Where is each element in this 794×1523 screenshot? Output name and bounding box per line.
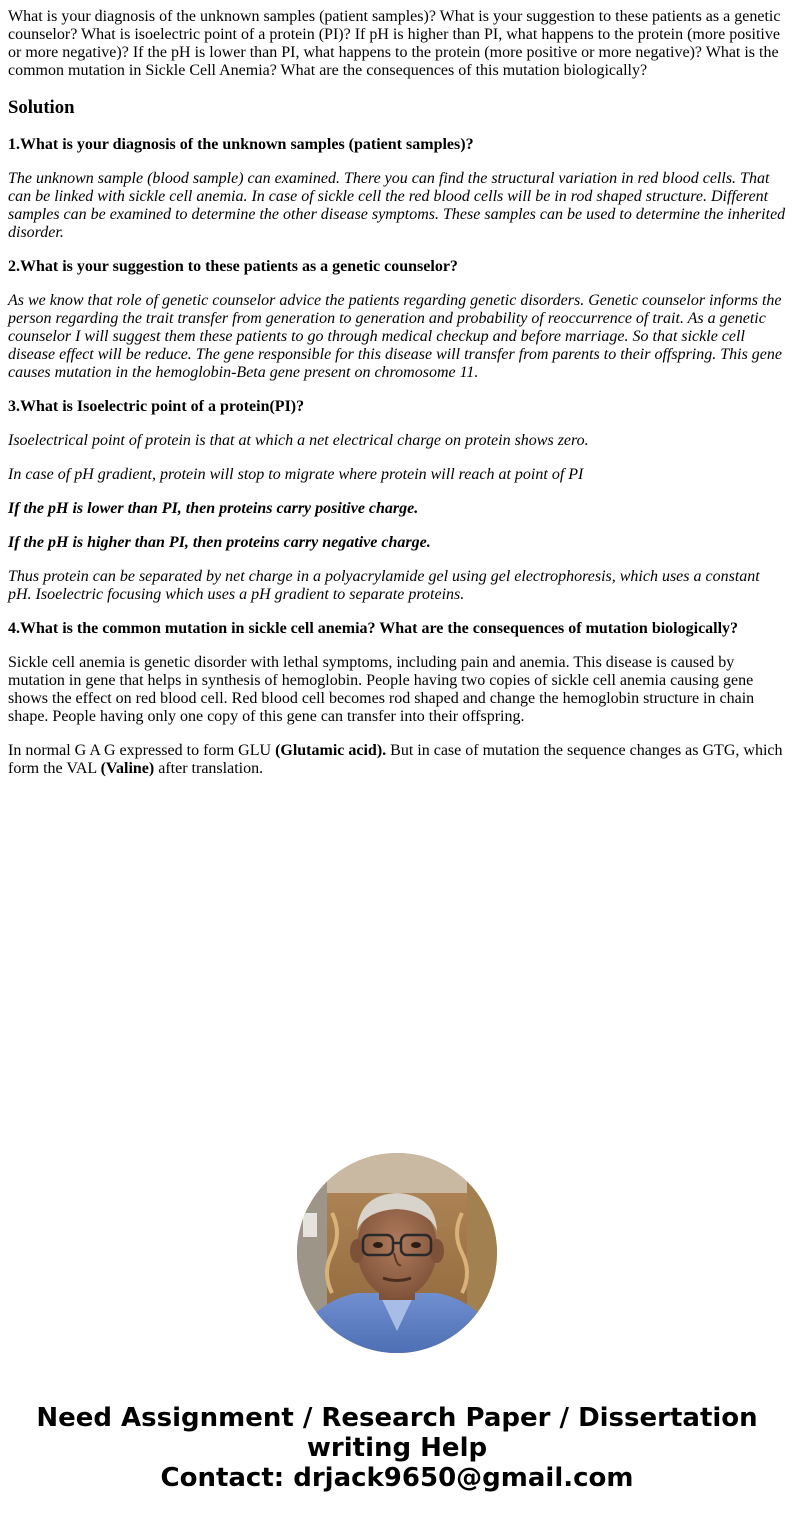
section-3-title: 3.What is Isoelectric point of a protein(PI)? — [8, 398, 305, 415]
section-1-title: 1.What is your diagnosis of the unknown samples (patient samples)? — [8, 136, 474, 153]
solution-heading: Solution — [8, 97, 75, 118]
section-4-title: 4.What is the common mutation in sickle cell anemia? What are the consequences of mutation biologically? — [8, 620, 739, 637]
avatar — [297, 1153, 497, 1353]
question-text: What is your diagnosis of the unknown samples (patient samples)? What is your suggestion to these patients as a genetic counselor? What is isoelectric point of a protein (PI)? If pH is higher than PI, what happens to the protein (more positive or more negative)? If the pH is lower than PI, what happens to the protein (more positive or more negative)? What is the common mutation in Sickle Cell Anemia? What are the consequences of this mutation biologically? — [8, 8, 781, 79]
section-3-higher-ph: If the pH is higher than PI, then proteins carry negative charge. — [8, 534, 431, 551]
mutation-text-b: But in case of mutation the sequence changes as GTG, which form the VAL — [8, 742, 783, 777]
mutation-text-c: after translation. — [154, 760, 264, 777]
valine-label: (Valine) — [100, 760, 155, 777]
section-2-body: As we know that role of genetic counselor advice the patients regarding genetic disorders. Genetic counselor informs the person regarding the trait transfer from generation to generation and probability of reoccurrence of trait. As a genetic counselor I will suggest them these patients to go through medical checkup and before marriage. So that sickle cell disease effect will be reduce. The gene responsible for this disease will transfer from parents to their offspring. This gene causes mutation in the hemoglobin-Beta gene present on chromosome 11. — [8, 292, 783, 381]
section-4-body: Sickle cell anemia is genetic disorder with lethal symptoms, including pain and anemia. This disease is caused by mutation in gene that helps in synthesis of hemoglobin. People having two copies of sickle cell anemia causing gene shows the effect on red blood cell. Red blood cell becomes rod shaped and change the hemoglobin structure in chain shape. People having only one copy of this gene can transfer into their offspring. — [8, 654, 755, 725]
promo-banner — [0, 1403, 794, 1493]
section-3-gradient: In case of pH gradient, protein will stop to migrate where protein will reach at point of PI — [8, 466, 584, 483]
promo-headline: Need Assignment / Research Paper / Dissertation writing Help — [36, 1403, 758, 1463]
article — [8, 8, 786, 794]
section-3-definition: Isoelectrical point of protein is that at which a net electrical charge on protein shows zero. — [8, 432, 589, 449]
promo-contact: Contact: drjack9650@gmail.com — [160, 1463, 634, 1493]
glutamic-acid-label: (Glutamic acid). — [275, 742, 387, 759]
section-4-mutation — [8, 742, 786, 778]
mutation-text-a: In normal G A G expressed to form GLU — [8, 742, 276, 759]
section-3-lower-ph: If the pH is lower than PI, then proteins carry positive charge. — [8, 500, 419, 517]
section-2-title: 2.What is your suggestion to these patients as a genetic counselor? — [8, 258, 458, 275]
section-1-body: The unknown sample (blood sample) can examined. There you can find the structural variation in red blood cells. That can be linked with sickle cell anemia. In case of sickle cell the red blood cells will be in rod shaped structure. Different samples can be examined to determine the other disease symptoms. These samples can be used to determine the inherited disorder. — [8, 170, 786, 241]
avatar-portrait — [297, 1153, 497, 1353]
section-3-separation: Thus protein can be separated by net charge in a polyacrylamide gel using gel electrophoresis, which uses a constant pH. Isoelectric focusing which uses a pH gradient to separate proteins. — [8, 568, 760, 603]
